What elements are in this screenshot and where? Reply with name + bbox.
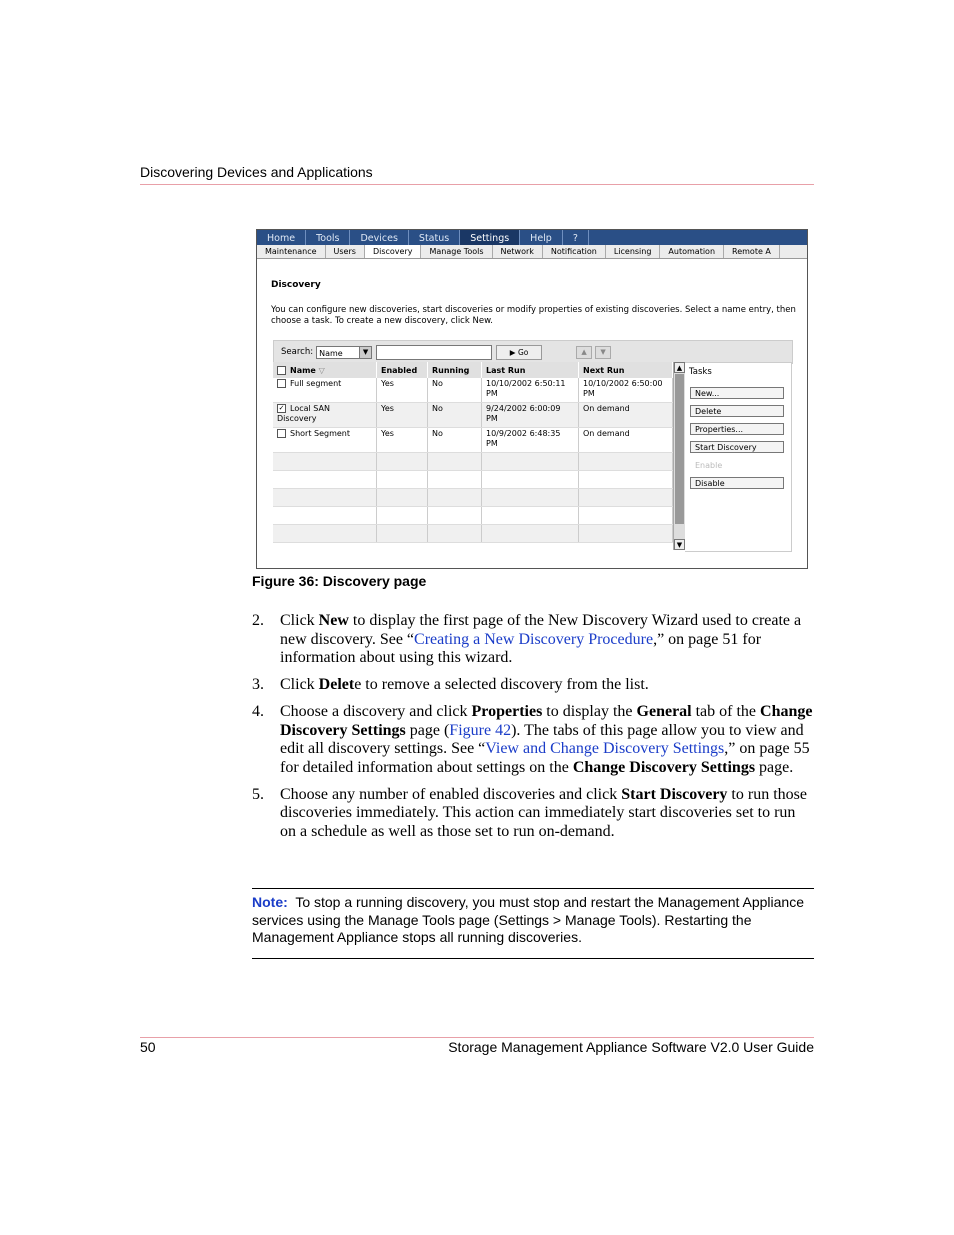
empty-row [273, 507, 673, 525]
chevron-down-icon: ▼ [359, 347, 371, 358]
empty-row [273, 489, 673, 507]
step-3 [252, 676, 814, 695]
subtab-remote-access[interactable]: Remote A [724, 245, 780, 258]
table-row[interactable] [273, 403, 673, 428]
step-number: 5. [252, 785, 264, 803]
empty-row [273, 471, 673, 489]
row-next-run: On demand [579, 428, 673, 453]
row-checkbox[interactable] [277, 379, 286, 388]
page-number: 50 [140, 1039, 156, 1055]
row-last-run: 10/10/2002 6:50:11 PM [482, 378, 579, 403]
document-title: Storage Management Appliance Software V2.0 User Guide [448, 1039, 814, 1055]
row-last-run: 10/9/2002 6:48:35 PM [482, 428, 579, 453]
sort-icon: ▽ [318, 365, 325, 375]
column-last-run[interactable]: Last Run [482, 362, 579, 378]
enable-button: Enable [695, 461, 723, 470]
sub-nav [257, 245, 807, 259]
delete-button[interactable]: Delete [690, 405, 784, 417]
table-row[interactable] [273, 428, 673, 453]
step-2 [252, 612, 814, 668]
go-label: Go [517, 347, 529, 357]
row-enabled: Yes [377, 403, 428, 428]
tasks-panel [685, 362, 792, 552]
subtab-users[interactable]: Users [326, 245, 365, 258]
note-bottom-rule [252, 958, 814, 959]
row-checkbox[interactable]: ✓ [278, 404, 285, 412]
row-checkbox[interactable] [277, 429, 286, 438]
step-number: 3. [252, 676, 264, 693]
search-label: Search: [281, 347, 314, 357]
step-text: Choose any number of enabled discoveries and click Start Discovery to run those discoveries immediately. This action can immediately start discoveries set to run on a schedule as well as those set to run on-demand. [280, 785, 807, 840]
table-row[interactable] [273, 378, 673, 403]
subtab-discovery[interactable]: Discovery [365, 245, 422, 258]
step-number: 2. [252, 612, 264, 629]
row-last-run: 9/24/2002 6:00:09 PM [482, 403, 579, 428]
step-5 [252, 786, 814, 842]
tasks-title: Tasks [689, 367, 712, 377]
start-discovery-button[interactable]: Start Discovery [690, 441, 784, 453]
subtab-automation[interactable]: Automation [660, 245, 724, 258]
footer-rule [140, 1037, 814, 1038]
subtab-manage-tools[interactable]: Manage Tools [421, 245, 492, 258]
row-name: Short Segment [290, 429, 351, 438]
subtab-network[interactable]: Network [493, 245, 543, 258]
scroll-up-icon[interactable]: ▲ [674, 362, 685, 373]
discovery-table [273, 362, 673, 543]
row-name: Full segment [290, 379, 342, 388]
play-icon: ▶ [509, 347, 518, 357]
search-field-value: Name [319, 348, 343, 358]
tab-settings[interactable]: Settings [460, 230, 520, 245]
step-number: 4. [252, 703, 264, 720]
scroll-thumb[interactable] [675, 374, 684, 524]
note-text: To stop a running discovery, you must stop and restart the Management Appliance services using the Manage Tools page (Settings > Manage Tools). Restarting the Management Appliance stops all running discoveries. [252, 894, 805, 945]
tab-devices[interactable]: Devices [350, 230, 408, 245]
search-input[interactable] [376, 345, 492, 360]
column-next-run[interactable]: Next Run [579, 362, 673, 378]
search-bar [273, 340, 793, 364]
creating-discovery-link[interactable]: Creating a New Discovery Procedure [414, 630, 654, 648]
page-up-icon[interactable]: ▲ [576, 346, 592, 359]
running-header: Discovering Devices and Applications [140, 164, 373, 180]
row-next-run: On demand [579, 403, 673, 428]
note-label: Note: [252, 894, 288, 910]
tab-status[interactable]: Status [409, 230, 460, 245]
tab-home[interactable]: Home [257, 230, 306, 245]
tab-question[interactable]: ? [563, 230, 589, 245]
step-text: Choose a discovery and click Properties to display the General tab of the Change Discovery Settings page (Figure 42). The tabs of this page allow you to view and edit all discovery settings. See “View and Change Discovery Settings,” on page 55 for detailed information about settings on the Change Discovery Settings page. [280, 703, 813, 776]
disable-button[interactable]: Disable [690, 477, 784, 489]
row-running: No [428, 403, 482, 428]
tab-tools[interactable]: Tools [306, 230, 350, 245]
step-4 [252, 703, 814, 777]
figure-caption: Figure 36: Discovery page [252, 573, 427, 589]
subtab-notification[interactable]: Notification [543, 245, 606, 258]
column-enabled[interactable]: Enabled [377, 362, 428, 378]
row-next-run: 10/10/2002 6:50:00 PM [579, 378, 673, 403]
subtab-licensing[interactable]: Licensing [606, 245, 661, 258]
step-text: Click Delete to remove a selected discovery from the list. [280, 676, 649, 693]
row-enabled: Yes [377, 428, 428, 453]
procedure-steps [252, 612, 814, 850]
discovery-heading: Discovery [271, 280, 321, 290]
row-running: No [428, 428, 482, 453]
header-rule [140, 184, 814, 185]
empty-row [273, 525, 673, 543]
empty-row [273, 453, 673, 471]
note-top-rule [252, 888, 814, 889]
select-all-checkbox[interactable] [277, 366, 286, 375]
page-down-icon[interactable]: ▼ [595, 346, 611, 359]
row-running: No [428, 378, 482, 403]
scroll-down-icon[interactable]: ▼ [674, 539, 685, 550]
go-button[interactable] [496, 345, 542, 360]
pager [576, 346, 614, 359]
tab-help[interactable]: Help [520, 230, 563, 245]
properties-button[interactable]: Properties... [690, 423, 784, 435]
figure-42-link[interactable]: Figure 42 [449, 721, 512, 739]
note-box [252, 894, 814, 947]
top-nav [257, 230, 807, 245]
subtab-maintenance[interactable]: Maintenance [257, 245, 326, 258]
search-field-select[interactable] [316, 346, 372, 359]
column-running[interactable]: Running [428, 362, 482, 378]
column-name[interactable] [273, 362, 377, 378]
discovery-screenshot [256, 229, 808, 569]
view-change-settings-link[interactable]: View and Change Discovery Settings [485, 740, 725, 757]
column-name-label: Name [290, 365, 316, 375]
row-name: Local SAN Discovery [277, 404, 330, 423]
new-button[interactable]: New... [690, 387, 784, 399]
row-enabled: Yes [377, 378, 428, 403]
discovery-intro: You can configure new discoveries, start discoveries or modify properties of existing discoveries. Select a name entry, then choose a task. To create a new discovery, click New. [271, 305, 796, 326]
step-text: Click New to display the first page of the New Discovery Wizard used to create a new discovery. See “Creating a New Discovery Procedure,” on page 51 for information about using this wizard. [280, 612, 802, 666]
